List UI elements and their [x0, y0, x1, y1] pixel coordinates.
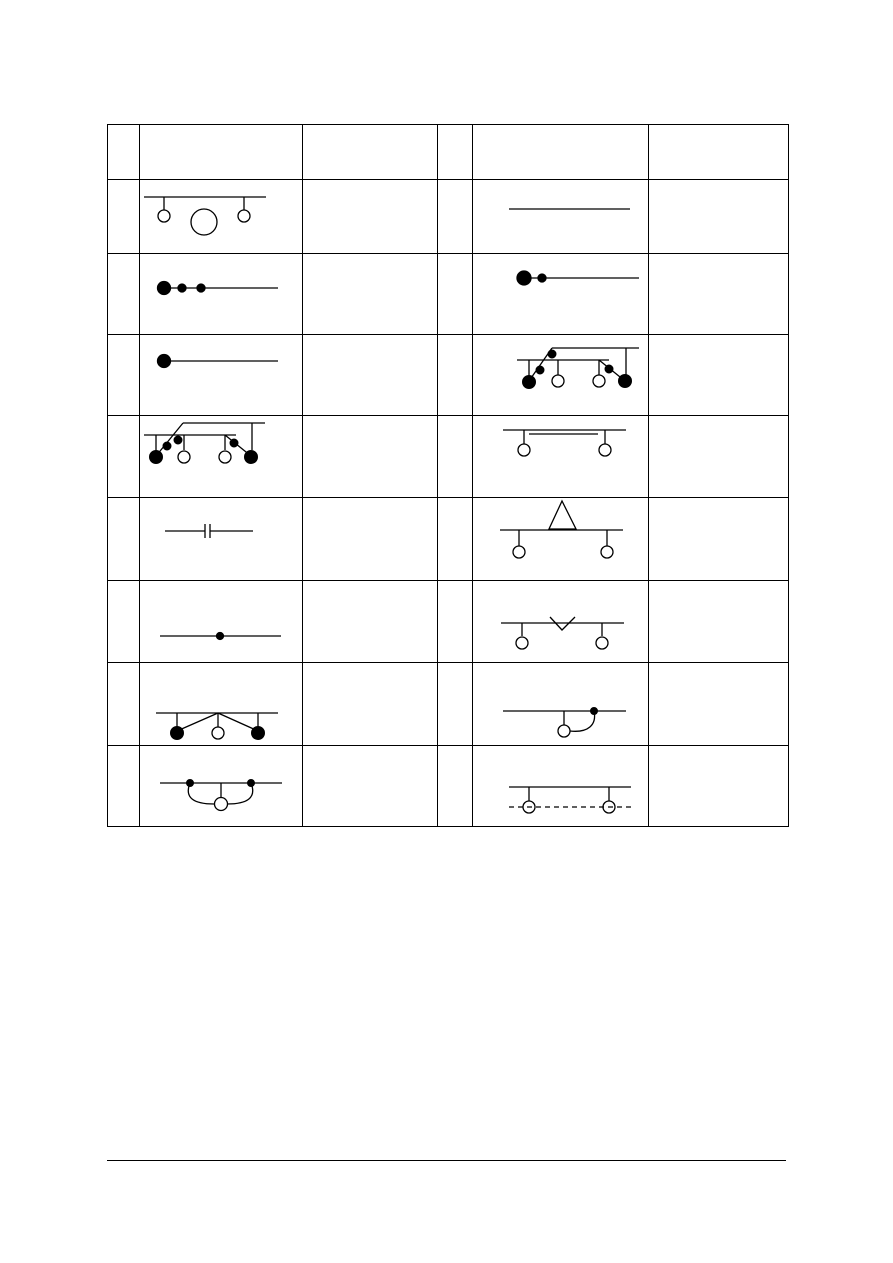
row-number-cell	[438, 416, 473, 498]
row-number-cell	[108, 254, 140, 335]
symbol-cell	[140, 746, 303, 827]
table-row	[108, 498, 789, 581]
symbol-line-center-dot	[140, 581, 302, 662]
symbol-large-dot-line	[140, 335, 302, 415]
symbol-bus-curved-loop-outlet	[473, 663, 648, 745]
symbol-cell	[473, 416, 649, 498]
row-number-cell	[108, 498, 140, 581]
row-number-cell	[438, 180, 473, 254]
header-symbol-cell	[473, 125, 649, 180]
name-cell	[649, 254, 789, 335]
name-cell	[649, 581, 789, 663]
row-number-cell	[108, 746, 140, 827]
symbol-bus-triangle-two-outlets	[473, 498, 648, 580]
header-symbol-cell	[140, 125, 303, 180]
symbol-cell	[140, 180, 303, 254]
row-number-cell	[438, 663, 473, 746]
table-row	[108, 254, 789, 335]
symbol-cell	[140, 416, 303, 498]
row-number-cell	[438, 746, 473, 827]
symbol-cell	[473, 180, 649, 254]
name-cell	[303, 180, 438, 254]
table-header-row	[108, 125, 789, 180]
symbol-cell	[473, 254, 649, 335]
row-number-cell	[438, 335, 473, 416]
name-cell	[649, 746, 789, 827]
symbol-cell	[140, 581, 303, 663]
header-name-cell	[303, 125, 438, 180]
header-no-cell	[438, 125, 473, 180]
name-cell	[303, 335, 438, 416]
table-row	[108, 746, 789, 827]
symbol-cell	[473, 746, 649, 827]
symbol-table	[107, 124, 789, 827]
table-row	[108, 416, 789, 498]
row-number-cell	[438, 254, 473, 335]
symbol-bus-three-branches	[140, 663, 302, 745]
symbol-capacitor-gap-line	[140, 498, 302, 580]
name-cell	[303, 254, 438, 335]
symbol-bus-dashed-two-outlets	[473, 746, 648, 826]
symbol-plain-line	[473, 180, 648, 253]
name-cell	[303, 746, 438, 827]
symbol-cell	[140, 663, 303, 746]
symbol-large-dot-two-dots-line	[140, 254, 302, 334]
name-cell	[649, 498, 789, 581]
symbol-cell	[473, 335, 649, 416]
symbol-cell	[473, 663, 649, 746]
symbol-cell	[140, 254, 303, 335]
symbol-cell	[473, 581, 649, 663]
row-number-cell	[438, 581, 473, 663]
row-number-cell	[108, 335, 140, 416]
symbol-bus-crossover-filled-open	[140, 416, 302, 497]
table-row	[108, 663, 789, 746]
name-cell	[649, 180, 789, 254]
row-number-cell	[108, 581, 140, 663]
table-row	[108, 581, 789, 663]
row-number-cell	[108, 180, 140, 254]
name-cell	[649, 335, 789, 416]
header-no-cell	[108, 125, 140, 180]
name-cell	[649, 663, 789, 746]
symbol-large-dot-one-dot-line	[473, 254, 648, 334]
symbol-cell	[140, 335, 303, 416]
row-number-cell	[108, 416, 140, 498]
header-name-cell	[649, 125, 789, 180]
table-row	[108, 335, 789, 416]
name-cell	[649, 416, 789, 498]
name-cell	[303, 663, 438, 746]
name-cell	[303, 581, 438, 663]
symbol-line-two-dots-loop	[140, 746, 302, 826]
name-cell	[303, 416, 438, 498]
footer-divider	[107, 1160, 786, 1161]
row-number-cell	[438, 498, 473, 581]
row-number-cell	[108, 663, 140, 746]
symbol-bus-two-outlets-large-circle	[140, 180, 302, 253]
symbol-bus-v-notch-two-outlets	[473, 581, 648, 662]
symbol-bus-crossover-filled-open	[473, 335, 648, 415]
table-row	[108, 180, 789, 254]
name-cell	[303, 498, 438, 581]
symbol-cell	[473, 498, 649, 581]
symbol-cell	[140, 498, 303, 581]
symbol-bus-two-outlets-inner-line	[473, 416, 648, 497]
